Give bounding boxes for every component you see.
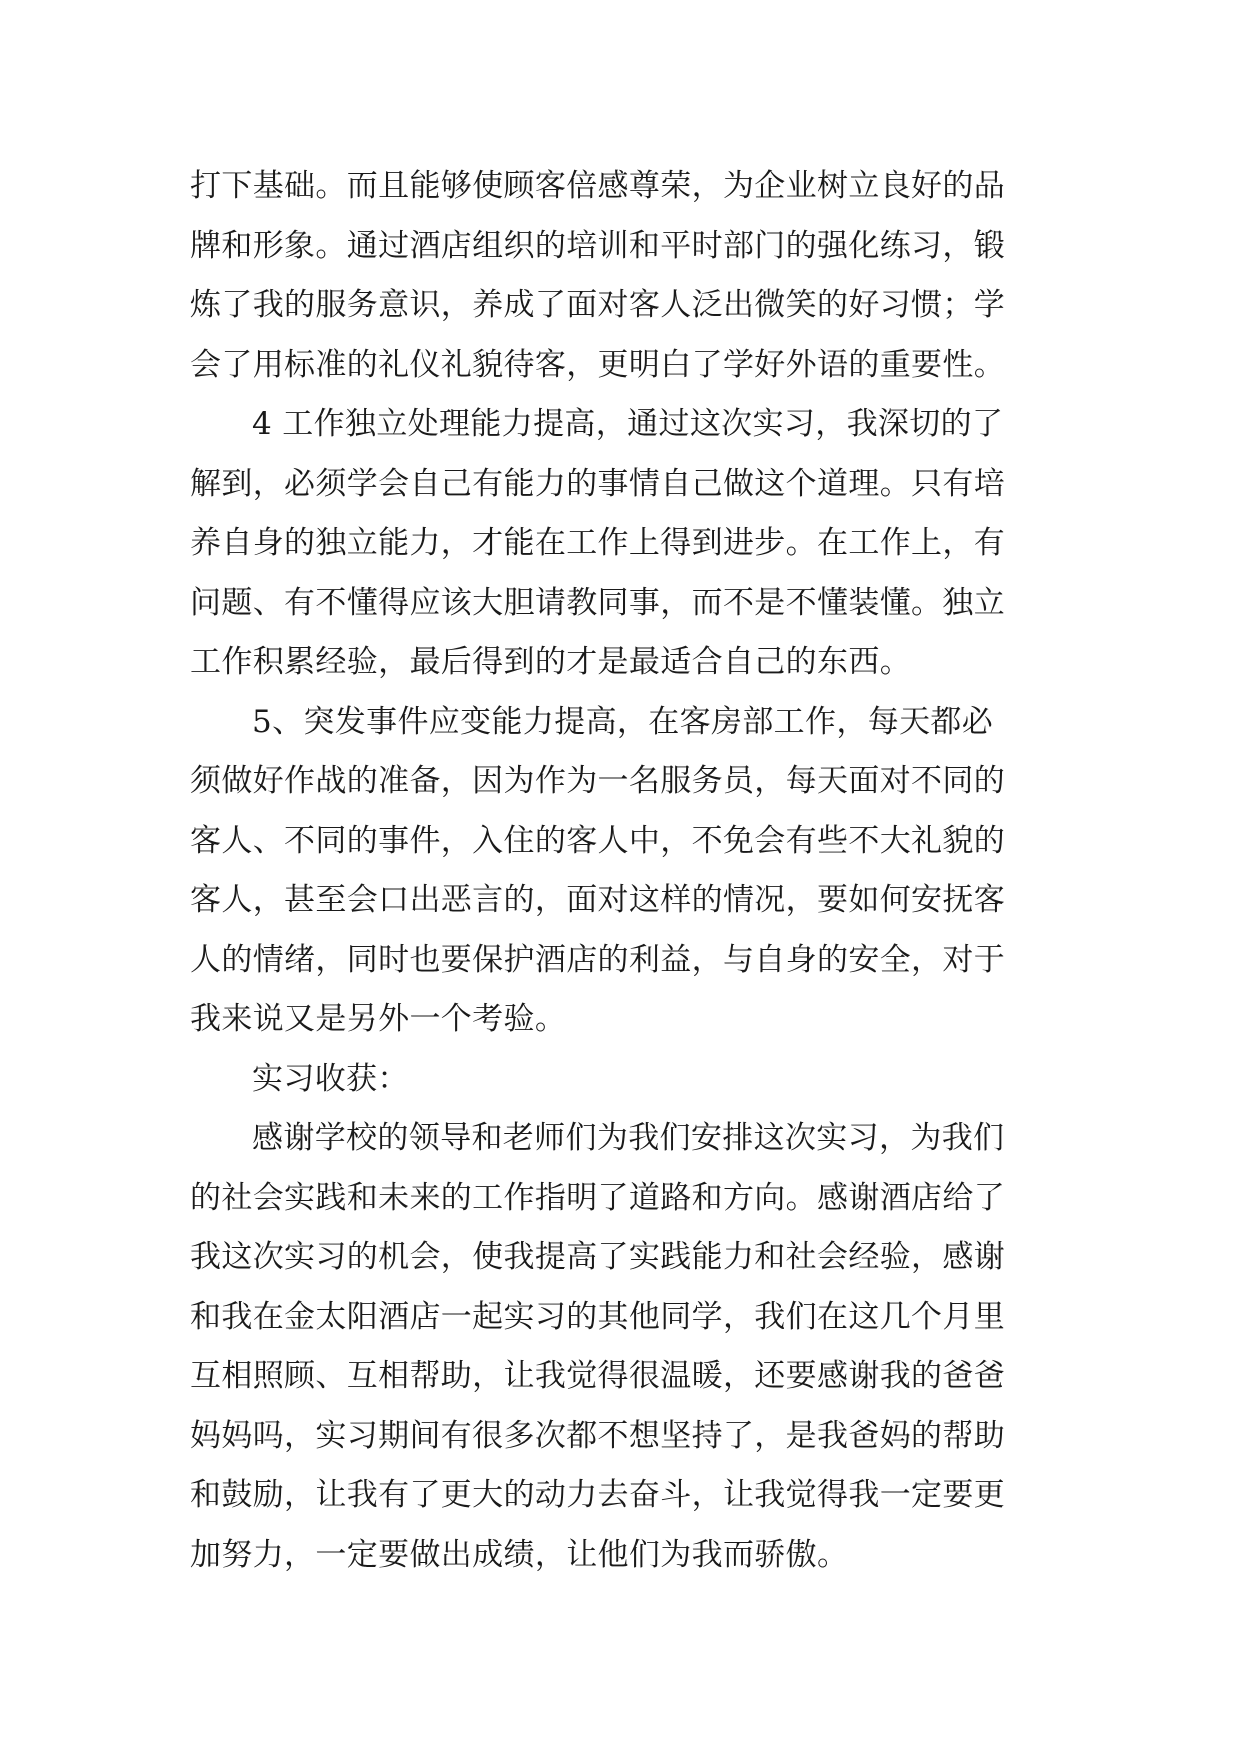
text-line: 互相照顾、互相帮助，让我觉得很温暖，还要感谢我的爸爸 — [190, 1358, 1006, 1394]
text-line: 我来说又是另外一个考验。 — [190, 1001, 567, 1037]
text-line: 养自身的独立能力，才能在工作上得到进步。在工作上，有 — [190, 525, 1006, 561]
text-line: 须做好作战的准备，因为作为一名服务员，每天面对不同的 — [190, 763, 1006, 799]
text-line: 和鼓励，让我有了更大的动力去奋斗，让我觉得我一定要更 — [190, 1477, 1006, 1513]
text-line: 客人，甚至会口出恶言的，面对这样的情况，要如何安抚客 — [190, 882, 1006, 918]
document-body — [190, 157, 1070, 1585]
text-line: 我这次实习的机会，使我提高了实践能力和社会经验，感谢 — [190, 1239, 1006, 1275]
text-line: 客人、不同的事件，入住的客人中，不免会有些不大礼貌的 — [190, 822, 1006, 859]
text-line: 炼了我的服务意识，养成了面对客人泛出微笑的好习惯；学 — [190, 287, 1006, 323]
text-line: 人的情绪，同时也要保护酒店的利益，与自身的安全，对于 — [190, 941, 1006, 978]
text-line: 4 工作独立处理能力提高，通过这次实习，我深切的了 — [252, 406, 1004, 442]
text-line: 5、突发事件应变能力提高，在客房部工作，每天都必 — [252, 703, 994, 740]
text-line: 问题、有不懂得应该大胆请教同事，而不是不懂装懂。独立 — [190, 584, 1006, 621]
text-line: 解到，必须学会自己有能力的事情自己做这个道理。只有培 — [190, 465, 1006, 502]
text-line: 打下基础。而且能够使顾客倍感尊荣，为企业树立良好的品 — [190, 168, 1006, 204]
text-line: 工作积累经验，最后得到的才是最适合自己的东西。 — [190, 644, 912, 680]
text-line: 牌和形象。通过酒店组织的培训和平时部门的强化练习，锻 — [190, 227, 1006, 264]
text-line: 会了用标准的礼仪礼貌待客，更明白了学好外语的重要性。 — [190, 346, 1006, 383]
text-line: 实习收获： — [252, 1060, 409, 1097]
text-line: 加努力，一定要做出成绩，让他们为我而骄傲。 — [190, 1536, 849, 1573]
text-line: 的社会实践和未来的工作指明了道路和方向。感谢酒店给了 — [190, 1179, 1006, 1216]
text-line: 妈妈吗，实习期间有很多次都不想坚持了，是我爸妈的帮助 — [190, 1417, 1006, 1454]
text-line: 感谢学校的领导和老师们为我们安排这次实习，为我们 — [252, 1120, 1005, 1156]
text-line: 和我在金太阳酒店一起实习的其他同学，我们在这几个月里 — [190, 1298, 1006, 1335]
